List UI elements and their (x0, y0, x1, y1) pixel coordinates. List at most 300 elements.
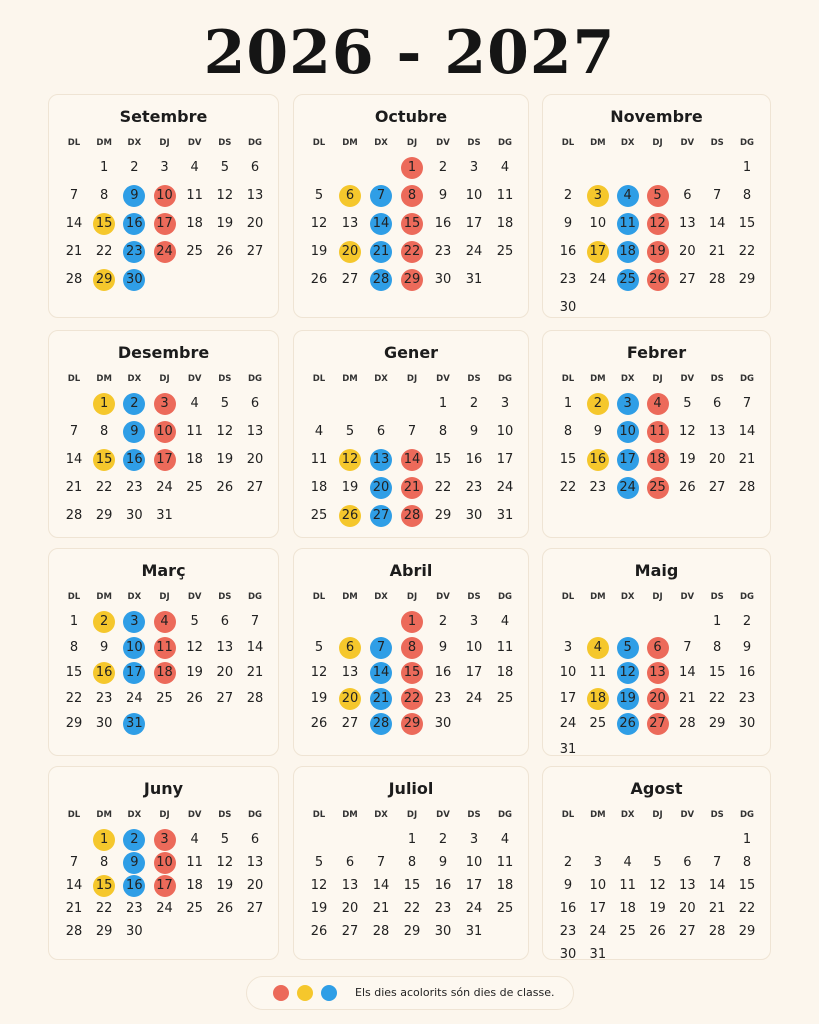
day-cell: 24 (465, 690, 483, 706)
day-cell: 13 (679, 216, 696, 231)
day-cell: 8 (100, 855, 109, 870)
month-card (48, 94, 279, 318)
day-cell: 3 (154, 393, 176, 415)
month-card (48, 766, 279, 960)
day-cell: 8 (401, 185, 423, 207)
weekday-header: DL (67, 592, 81, 602)
day-cell: 22 (95, 480, 113, 495)
month-name: Març (141, 561, 186, 580)
day-cell: 19 (216, 216, 234, 231)
weekday-header: DG (739, 592, 755, 602)
day-cell: 21 (372, 901, 390, 916)
day-cell: 30 (434, 272, 452, 287)
day-cell: 20 (339, 688, 361, 710)
day-cell: 13 (708, 424, 726, 439)
day-cell: 13 (246, 188, 264, 203)
weekday-header: DL (67, 374, 81, 384)
day-cell: 20 (708, 452, 726, 467)
day-cell: 6 (339, 637, 361, 659)
day-cell: 16 (123, 213, 145, 235)
day-cell: 27 (341, 716, 359, 732)
day-cell: 8 (100, 424, 109, 439)
day-cell: 10 (589, 216, 607, 231)
day-cell: 11 (186, 424, 203, 439)
day-cell: 5 (345, 424, 355, 439)
day-cell: 6 (250, 160, 260, 175)
day-cell: 1 (713, 614, 722, 629)
day-cell: 1 (407, 832, 417, 847)
day-cell: 16 (738, 665, 756, 681)
day-cell: 22 (738, 901, 756, 916)
day-cell: 23 (434, 690, 452, 706)
weekday-header: DG (739, 810, 755, 820)
weekday-header: DL (67, 138, 81, 148)
day-cell: 1 (93, 829, 115, 851)
day-cell: 10 (559, 665, 577, 681)
day-cell: 3 (587, 185, 609, 207)
day-cell: 12 (649, 878, 666, 893)
month-name: Febrer (626, 343, 687, 362)
day-cell: 11 (154, 637, 176, 659)
day-cell: 16 (559, 901, 577, 916)
day-cell: 21 (246, 665, 264, 681)
weekday-header: DV (436, 592, 450, 602)
day-cell: 25 (186, 901, 203, 916)
weekday-header: DV (680, 810, 695, 820)
month-card (293, 766, 529, 960)
day-cell: 18 (619, 901, 636, 916)
month-name: Octubre (374, 107, 448, 126)
day-cell: 15 (738, 878, 756, 893)
weekday-header: DG (739, 374, 755, 384)
day-cell: 31 (559, 742, 577, 757)
weekday-header: DV (436, 810, 450, 820)
weekday-header: DG (247, 592, 263, 602)
day-cell: 23 (95, 690, 113, 706)
day-cell: 22 (401, 688, 423, 710)
day-cell: 15 (93, 449, 115, 471)
day-cell: 5 (314, 188, 324, 203)
day-cell: 20 (370, 477, 392, 499)
month-card (48, 330, 279, 538)
day-cell: 15 (708, 665, 726, 681)
day-cell: 21 (370, 688, 392, 710)
day-cell: 8 (401, 637, 423, 659)
day-cell: 6 (647, 637, 669, 659)
day-cell: 26 (186, 690, 203, 706)
day-cell: 29 (738, 272, 756, 287)
weekday-header: DM (590, 138, 606, 148)
weekday-header: DL (561, 138, 575, 148)
day-cell: 17 (154, 449, 176, 471)
day-cell: 7 (376, 855, 386, 870)
day-cell: 12 (339, 449, 361, 471)
day-cell: 24 (156, 901, 173, 916)
day-cell: 17 (589, 901, 607, 916)
day-cell: 14 (65, 878, 83, 893)
day-cell: 9 (563, 878, 573, 893)
weekday-header: DX (620, 810, 635, 820)
day-cell: 28 (370, 269, 392, 291)
day-cell: 9 (123, 421, 145, 443)
day-cell: 25 (496, 901, 514, 916)
day-cell: 30 (123, 269, 145, 291)
weekday-header: DJ (406, 810, 418, 820)
day-cell: 6 (220, 614, 229, 629)
day-cell: 19 (216, 452, 234, 467)
day-cell: 9 (438, 855, 448, 870)
day-cell: 8 (713, 639, 722, 655)
day-cell: 22 (65, 690, 83, 706)
legend-text: Els dies acolorits són dies de classe. (355, 986, 555, 999)
day-cell: 4 (500, 160, 510, 175)
weekday-header: DJ (652, 374, 663, 384)
day-cell: 30 (434, 716, 452, 732)
weekday-header: DM (342, 592, 358, 602)
weekday-header: DG (497, 374, 513, 384)
day-cell: 14 (738, 424, 756, 439)
day-cell: 17 (617, 449, 639, 471)
day-cell: 30 (738, 716, 756, 732)
day-cell: 5 (220, 832, 229, 847)
day-cell: 15 (401, 662, 423, 684)
day-cell: 27 (216, 690, 234, 706)
day-cell: 22 (434, 480, 452, 495)
day-cell: 21 (65, 480, 83, 495)
month-name: Agost (630, 779, 683, 798)
weekday-header: DM (96, 374, 112, 384)
day-cell: 22 (401, 241, 423, 263)
weekday-header: DM (96, 138, 112, 148)
weekday-header: DL (561, 810, 575, 820)
day-cell: 9 (593, 424, 602, 439)
day-cell: 23 (434, 901, 452, 916)
day-cell: 12 (617, 662, 639, 684)
weekday-header: DS (710, 810, 724, 820)
day-cell: 5 (220, 160, 229, 175)
month-card (542, 94, 771, 318)
weekday-header: DM (96, 810, 112, 820)
day-cell: 29 (434, 508, 452, 523)
day-cell: 13 (647, 662, 669, 684)
day-cell: 9 (438, 188, 448, 203)
day-cell: 17 (496, 452, 514, 467)
month-name: Setembre (119, 107, 208, 126)
weekday-header: DG (497, 138, 513, 148)
day-cell: 25 (186, 244, 203, 259)
weekday-header: DV (680, 374, 695, 384)
weekday-header: DS (218, 592, 232, 602)
month-card (542, 330, 771, 538)
day-cell: 3 (469, 160, 479, 175)
day-cell: 27 (370, 505, 392, 527)
day-cell: 25 (310, 508, 328, 523)
weekday-header: DV (187, 374, 202, 384)
day-cell: 9 (123, 185, 145, 207)
weekday-header: DS (218, 810, 232, 820)
day-cell: 18 (186, 452, 203, 467)
day-cell: 11 (617, 213, 639, 235)
day-cell: 2 (130, 160, 139, 175)
day-cell: 28 (370, 713, 392, 735)
day-cell: 10 (617, 421, 639, 443)
day-cell: 7 (370, 185, 392, 207)
day-cell: 22 (403, 901, 421, 916)
weekday-header: DV (436, 374, 450, 384)
weekday-header: DL (312, 374, 326, 384)
month-name: Novembre (610, 107, 703, 126)
day-cell: 10 (154, 421, 176, 443)
weekday-header: DX (620, 592, 635, 602)
day-cell: 30 (434, 924, 452, 939)
day-cell: 4 (190, 832, 199, 847)
day-cell: 28 (708, 924, 726, 939)
day-cell: 9 (123, 852, 145, 874)
day-cell: 12 (216, 424, 234, 439)
day-cell: 13 (370, 449, 392, 471)
day-cell: 28 (65, 924, 83, 939)
day-cell: 3 (154, 829, 176, 851)
weekday-header: DL (312, 810, 326, 820)
day-cell: 30 (126, 924, 143, 939)
day-cell: 25 (647, 477, 669, 499)
day-cell: 31 (496, 508, 514, 523)
day-cell: 21 (708, 244, 726, 259)
day-cell: 31 (589, 947, 607, 962)
day-cell: 15 (434, 452, 452, 467)
day-cell: 24 (156, 480, 173, 495)
day-cell: 10 (465, 855, 483, 870)
weekday-header: DJ (159, 592, 170, 602)
weekday-header: DG (497, 810, 513, 820)
month-card (48, 548, 279, 756)
day-cell: 10 (123, 637, 145, 659)
day-cell: 10 (589, 878, 607, 893)
day-cell: 1 (401, 157, 423, 179)
day-cell: 23 (559, 272, 577, 287)
day-cell: 28 (679, 716, 696, 732)
weekday-header: DX (374, 374, 388, 384)
day-cell: 19 (341, 480, 359, 495)
day-cell: 12 (186, 639, 203, 655)
weekday-header: DM (342, 810, 358, 820)
day-cell: 4 (190, 160, 199, 175)
day-cell: 28 (401, 505, 423, 527)
day-cell: 20 (246, 878, 264, 893)
day-cell: 29 (65, 716, 83, 732)
weekday-header: DX (127, 138, 142, 148)
weekday-header: DL (561, 374, 575, 384)
day-cell: 18 (496, 665, 514, 681)
weekday-header: DJ (652, 810, 663, 820)
day-cell: 31 (123, 713, 145, 735)
day-cell: 5 (617, 637, 639, 659)
day-cell: 11 (496, 188, 514, 203)
day-cell: 7 (742, 396, 752, 411)
day-cell: 23 (589, 480, 607, 495)
day-cell: 21 (401, 477, 423, 499)
day-cell: 22 (95, 244, 113, 259)
day-cell: 28 (65, 508, 83, 523)
day-cell: 12 (310, 878, 328, 893)
day-cell: 28 (246, 690, 264, 706)
day-cell: 2 (438, 160, 448, 175)
day-cell: 11 (589, 665, 607, 681)
day-cell: 2 (123, 829, 145, 851)
day-cell: 12 (647, 213, 669, 235)
day-cell: 4 (154, 611, 176, 633)
day-cell: 10 (154, 185, 176, 207)
day-cell: 13 (341, 878, 359, 893)
day-cell: 24 (154, 241, 176, 263)
day-cell: 13 (246, 424, 264, 439)
day-cell: 27 (679, 924, 696, 939)
day-cell: 7 (69, 855, 79, 870)
day-cell: 17 (587, 241, 609, 263)
day-cell: 16 (123, 875, 145, 897)
day-cell: 5 (314, 855, 324, 870)
day-cell: 24 (465, 244, 483, 259)
day-cell: 18 (310, 480, 328, 495)
day-cell: 30 (559, 300, 577, 315)
day-cell: 15 (403, 878, 421, 893)
day-cell: 24 (126, 690, 143, 706)
day-cell: 10 (154, 852, 176, 874)
day-cell: 18 (186, 878, 203, 893)
day-cell: 29 (401, 713, 423, 735)
day-cell: 12 (216, 188, 234, 203)
weekday-header: DG (247, 374, 263, 384)
day-cell: 15 (559, 452, 577, 467)
day-cell: 14 (708, 216, 726, 231)
day-cell: 27 (341, 272, 359, 287)
weekday-header: DJ (406, 374, 418, 384)
day-cell: 9 (469, 424, 479, 439)
day-cell: 7 (713, 188, 722, 203)
day-cell: 16 (465, 452, 483, 467)
day-cell: 20 (647, 688, 669, 710)
day-cell: 27 (647, 713, 669, 735)
day-cell: 13 (341, 216, 359, 231)
day-cell: 26 (310, 272, 328, 287)
month-name: Maig (634, 561, 679, 580)
day-cell: 20 (341, 901, 359, 916)
day-cell: 26 (647, 269, 669, 291)
weekday-header: DG (497, 592, 513, 602)
day-cell: 31 (156, 508, 173, 523)
day-cell: 29 (95, 924, 113, 939)
day-cell: 28 (372, 924, 390, 939)
day-cell: 6 (250, 396, 260, 411)
day-cell: 19 (310, 690, 328, 706)
day-cell: 2 (469, 396, 479, 411)
weekday-header: DG (247, 810, 263, 820)
day-cell: 18 (496, 878, 514, 893)
legend-dot-blue (321, 985, 337, 1001)
day-cell: 23 (559, 924, 577, 939)
day-cell: 22 (95, 901, 113, 916)
weekday-header: DM (96, 592, 112, 602)
day-cell: 3 (593, 855, 602, 870)
day-cell: 16 (123, 449, 145, 471)
day-cell: 2 (93, 611, 115, 633)
day-cell: 11 (186, 855, 203, 870)
month-card (542, 766, 771, 960)
day-cell: 13 (246, 855, 264, 870)
day-cell: 28 (65, 272, 83, 287)
day-cell: 27 (679, 272, 696, 287)
day-cell: 14 (65, 216, 83, 231)
day-cell: 19 (216, 878, 234, 893)
day-cell: 12 (216, 855, 234, 870)
day-cell: 12 (310, 665, 328, 681)
day-cell: 23 (434, 244, 452, 259)
day-cell: 3 (160, 160, 169, 175)
day-cell: 19 (647, 241, 669, 263)
day-cell: 3 (469, 832, 479, 847)
day-cell: 19 (679, 452, 696, 467)
day-cell: 15 (65, 665, 83, 681)
day-cell: 1 (69, 614, 79, 629)
weekday-header: DM (342, 138, 358, 148)
day-cell: 15 (93, 875, 115, 897)
weekday-header: DV (187, 592, 202, 602)
weekday-header: DS (467, 374, 481, 384)
weekday-header: DX (374, 138, 388, 148)
weekday-header: DJ (652, 592, 663, 602)
month-name: Abril (389, 561, 433, 580)
weekday-header: DS (710, 138, 724, 148)
day-cell: 18 (647, 449, 669, 471)
day-cell: 10 (496, 424, 514, 439)
day-cell: 4 (500, 832, 510, 847)
day-cell: 20 (679, 244, 696, 259)
day-cell: 24 (465, 901, 483, 916)
day-cell: 18 (496, 216, 514, 231)
day-cell: 23 (126, 480, 143, 495)
day-cell: 14 (246, 639, 264, 655)
day-cell: 11 (496, 639, 514, 655)
day-cell: 20 (216, 665, 234, 681)
weekday-header: DV (680, 592, 695, 602)
day-cell: 18 (587, 688, 609, 710)
day-cell: 20 (246, 452, 264, 467)
day-cell: 26 (216, 901, 234, 916)
day-cell: 25 (589, 716, 607, 732)
day-cell: 30 (559, 947, 577, 962)
day-cell: 14 (401, 449, 423, 471)
day-cell: 1 (742, 160, 752, 175)
day-cell: 23 (738, 690, 756, 706)
day-cell: 1 (401, 611, 423, 633)
day-cell: 3 (500, 396, 510, 411)
day-cell: 24 (617, 477, 639, 499)
day-cell: 14 (679, 665, 696, 681)
day-cell: 30 (465, 508, 483, 523)
day-cell: 2 (563, 188, 573, 203)
day-cell: 19 (617, 688, 639, 710)
day-cell: 30 (95, 716, 113, 732)
day-cell: 10 (465, 639, 483, 655)
weekday-header: DJ (406, 592, 418, 602)
day-cell: 26 (310, 924, 328, 939)
day-cell: 4 (500, 614, 510, 629)
day-cell: 30 (126, 508, 143, 523)
day-cell: 15 (93, 213, 115, 235)
day-cell: 6 (345, 855, 355, 870)
day-cell: 14 (370, 662, 392, 684)
day-cell: 29 (401, 269, 423, 291)
